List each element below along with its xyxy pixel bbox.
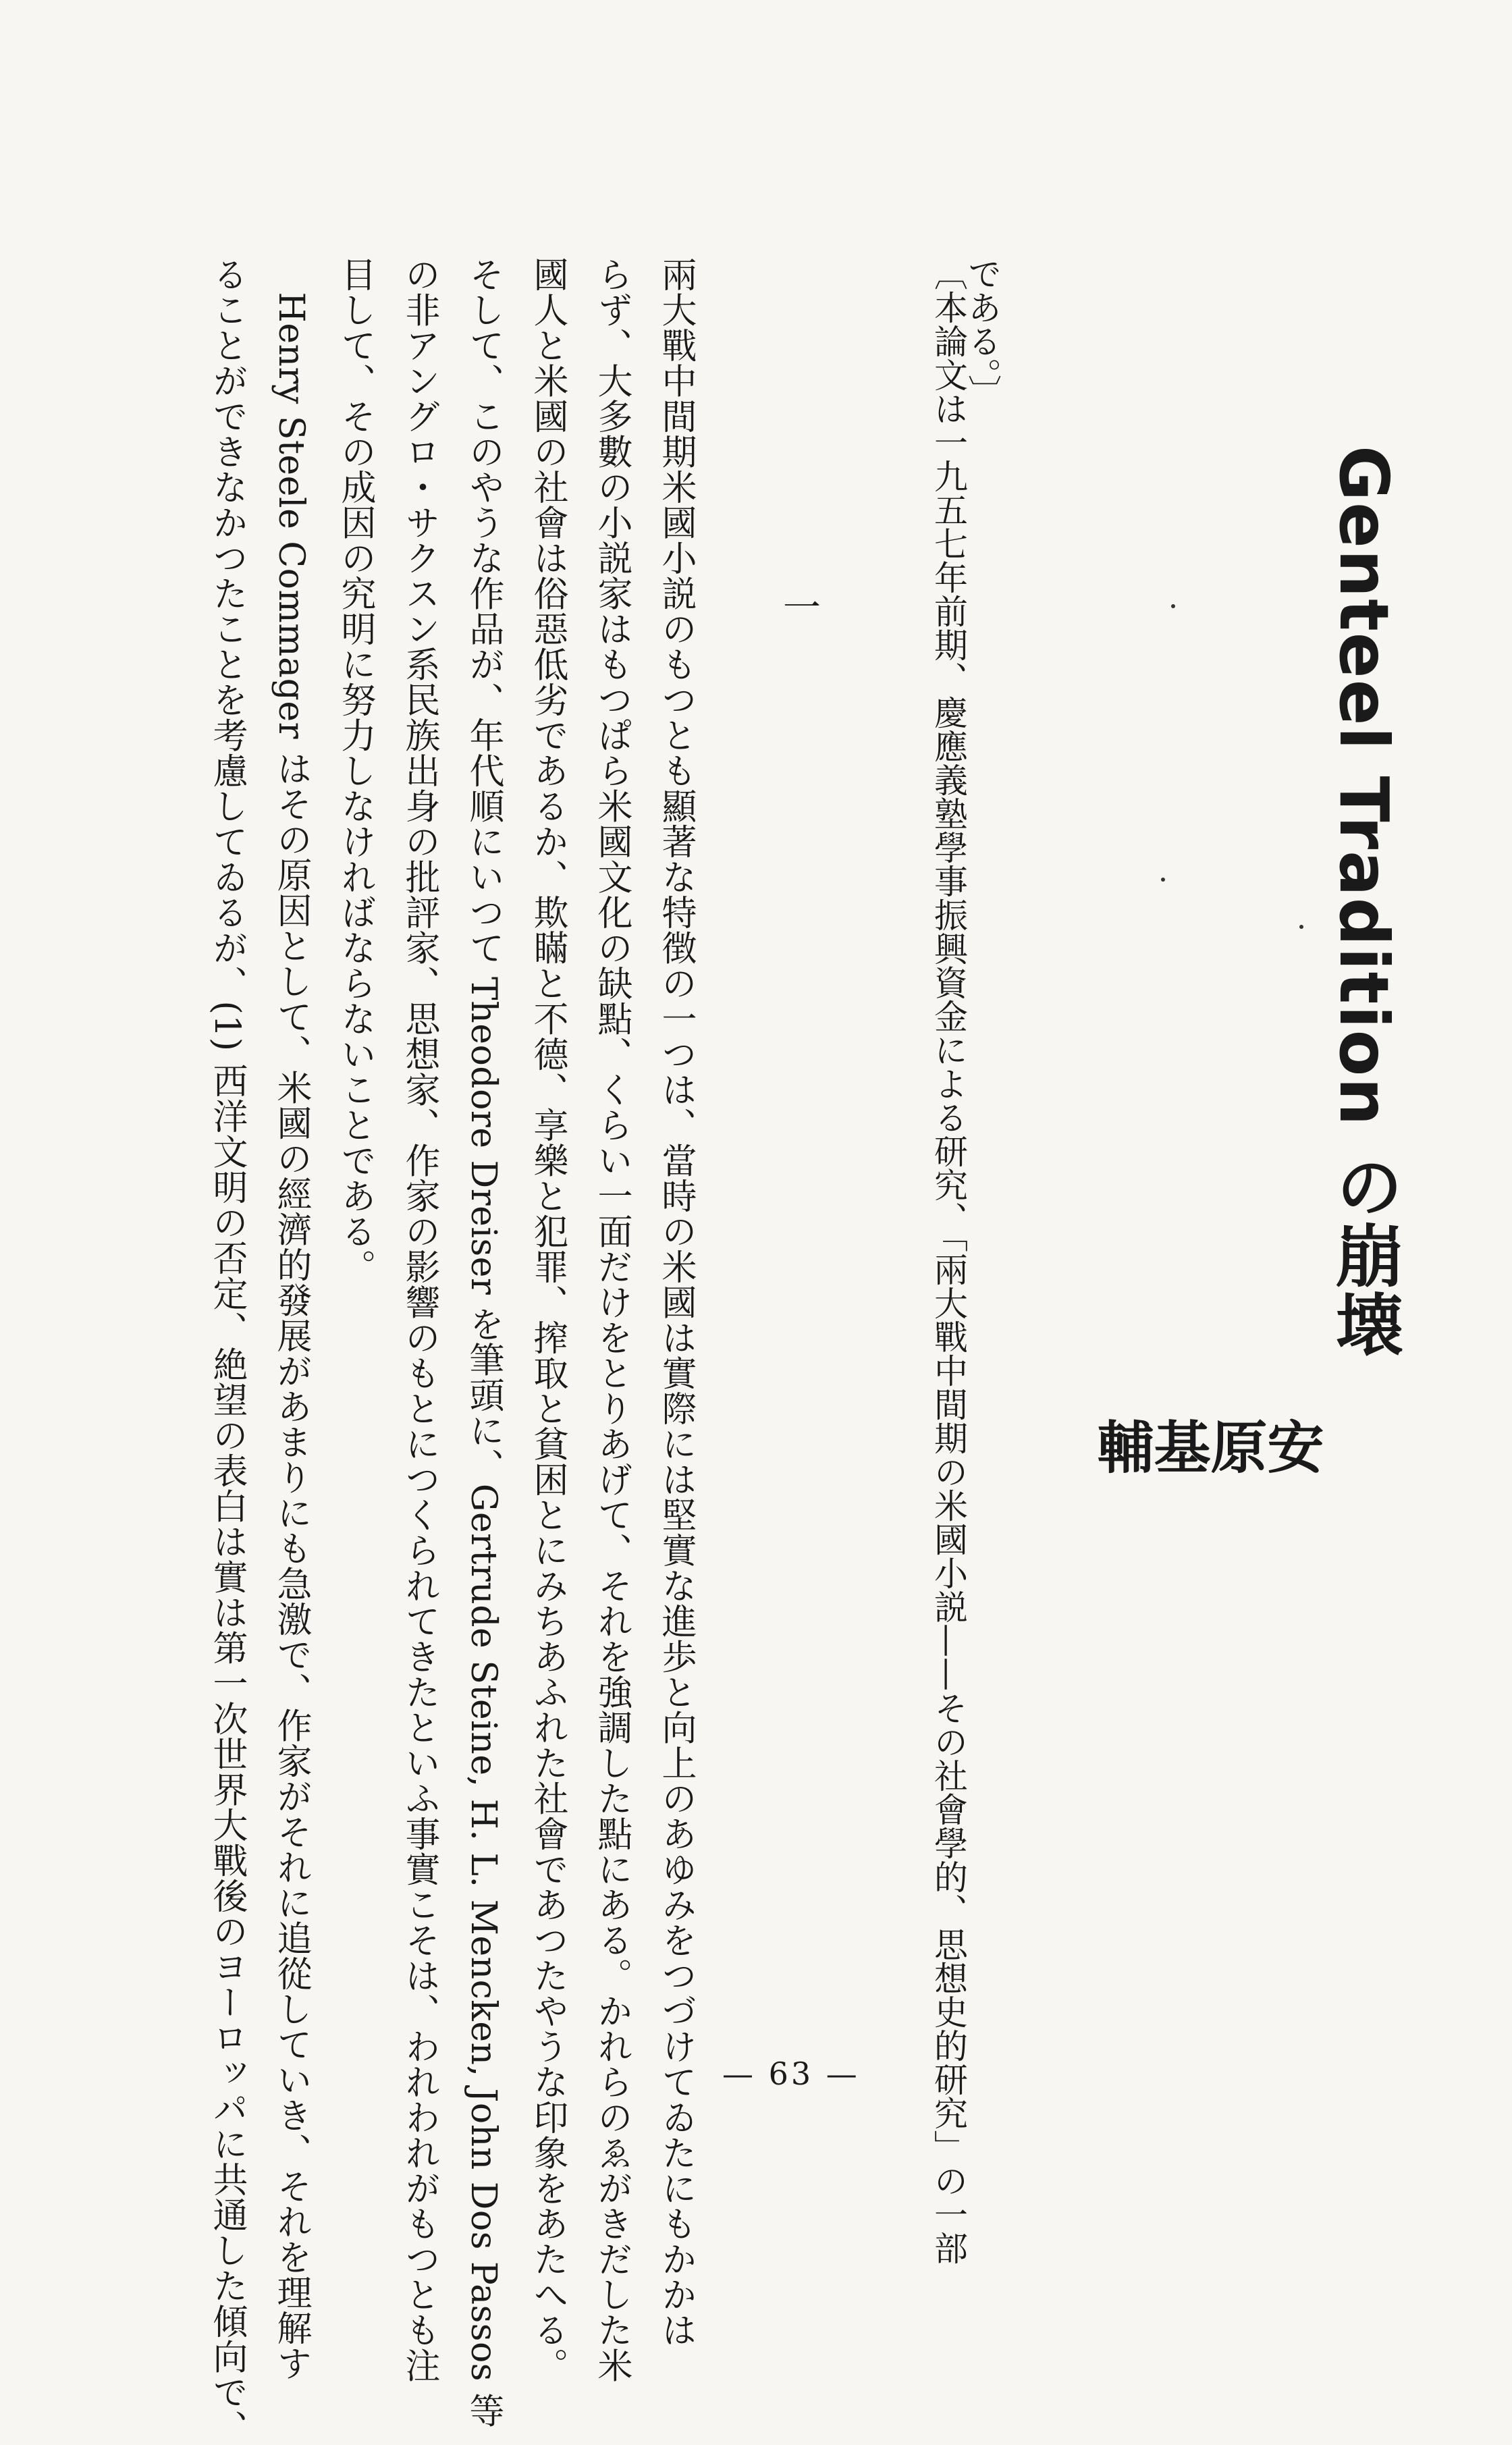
page-number: — 63 — <box>722 2056 860 2092</box>
body-line: 兩大戰中間期米國小説のもつとも顯著な特徴の一つは、當時の米國は實際には堅實な進歩と向上のあゆみをつづけてゐたにもかかは <box>655 257 696 2348</box>
author-char: 輔 <box>1088 1418 1155 1474</box>
print-speck <box>1171 604 1175 608</box>
body-line: の非アングロ・サクスン系民族出身の批評家、思想家、作家の影響のもとにつくられてきたといふ事實こそは、われわれがもつとも注 <box>399 257 439 2383</box>
body-line: ることができなかつたことを考慮してゐるが、(1) 西洋文明の否定、絶望の表白は實は第一次世界大戰後のヨーロッパに共通した傾向で、 <box>207 257 247 2445</box>
body-line: 國人と米國の社會は俗惡低劣であるか、欺瞞と不德、享樂と犯罪、搾取と貧困とにみちあふれた社會であつたやうな印象をあたへる。 <box>527 257 568 2383</box>
author-char: 原 <box>1202 1418 1268 1474</box>
body-line: そして、このやうな作品が、年代順にいつて Theodore Dreiser を筆頭に、Gertrude Steine, H. L. Mencken, John Dos Passos 等 <box>463 257 504 2429</box>
author-name <box>1088 1418 1325 1554</box>
body-line: らず、大多數の小説家はもつぱら米國文化の缺點、くらい一面だけをとりあげて、それを強調した點にある。かれらのゑがきだした米 <box>591 257 632 2383</box>
author-char: 安 <box>1258 1418 1325 1474</box>
body-line: Henry Steele Commager はその原因として、米國の經濟的發展があまりにも急激で、作家がそれに追從していき、それを理解す <box>271 257 311 2382</box>
body-line: 目して、その成因の究明に努力しなければならないことである。 <box>335 257 375 1285</box>
footnote-line-1: 〔本論文は一九五七年前期、慶應義塾學事振興資金による研究、「兩大戰中間期の米國小説——その社會學的、思想史的研究」の一部 <box>929 257 968 2265</box>
article-title: Genteel Tradition の崩壊 <box>1324 446 1403 1359</box>
print-speck <box>1299 925 1303 929</box>
print-speck <box>1161 878 1165 882</box>
author-char: 基 <box>1145 1418 1212 1474</box>
footnote-line-2: である。〕 <box>963 257 1002 408</box>
section-number: 一 <box>777 587 821 625</box>
